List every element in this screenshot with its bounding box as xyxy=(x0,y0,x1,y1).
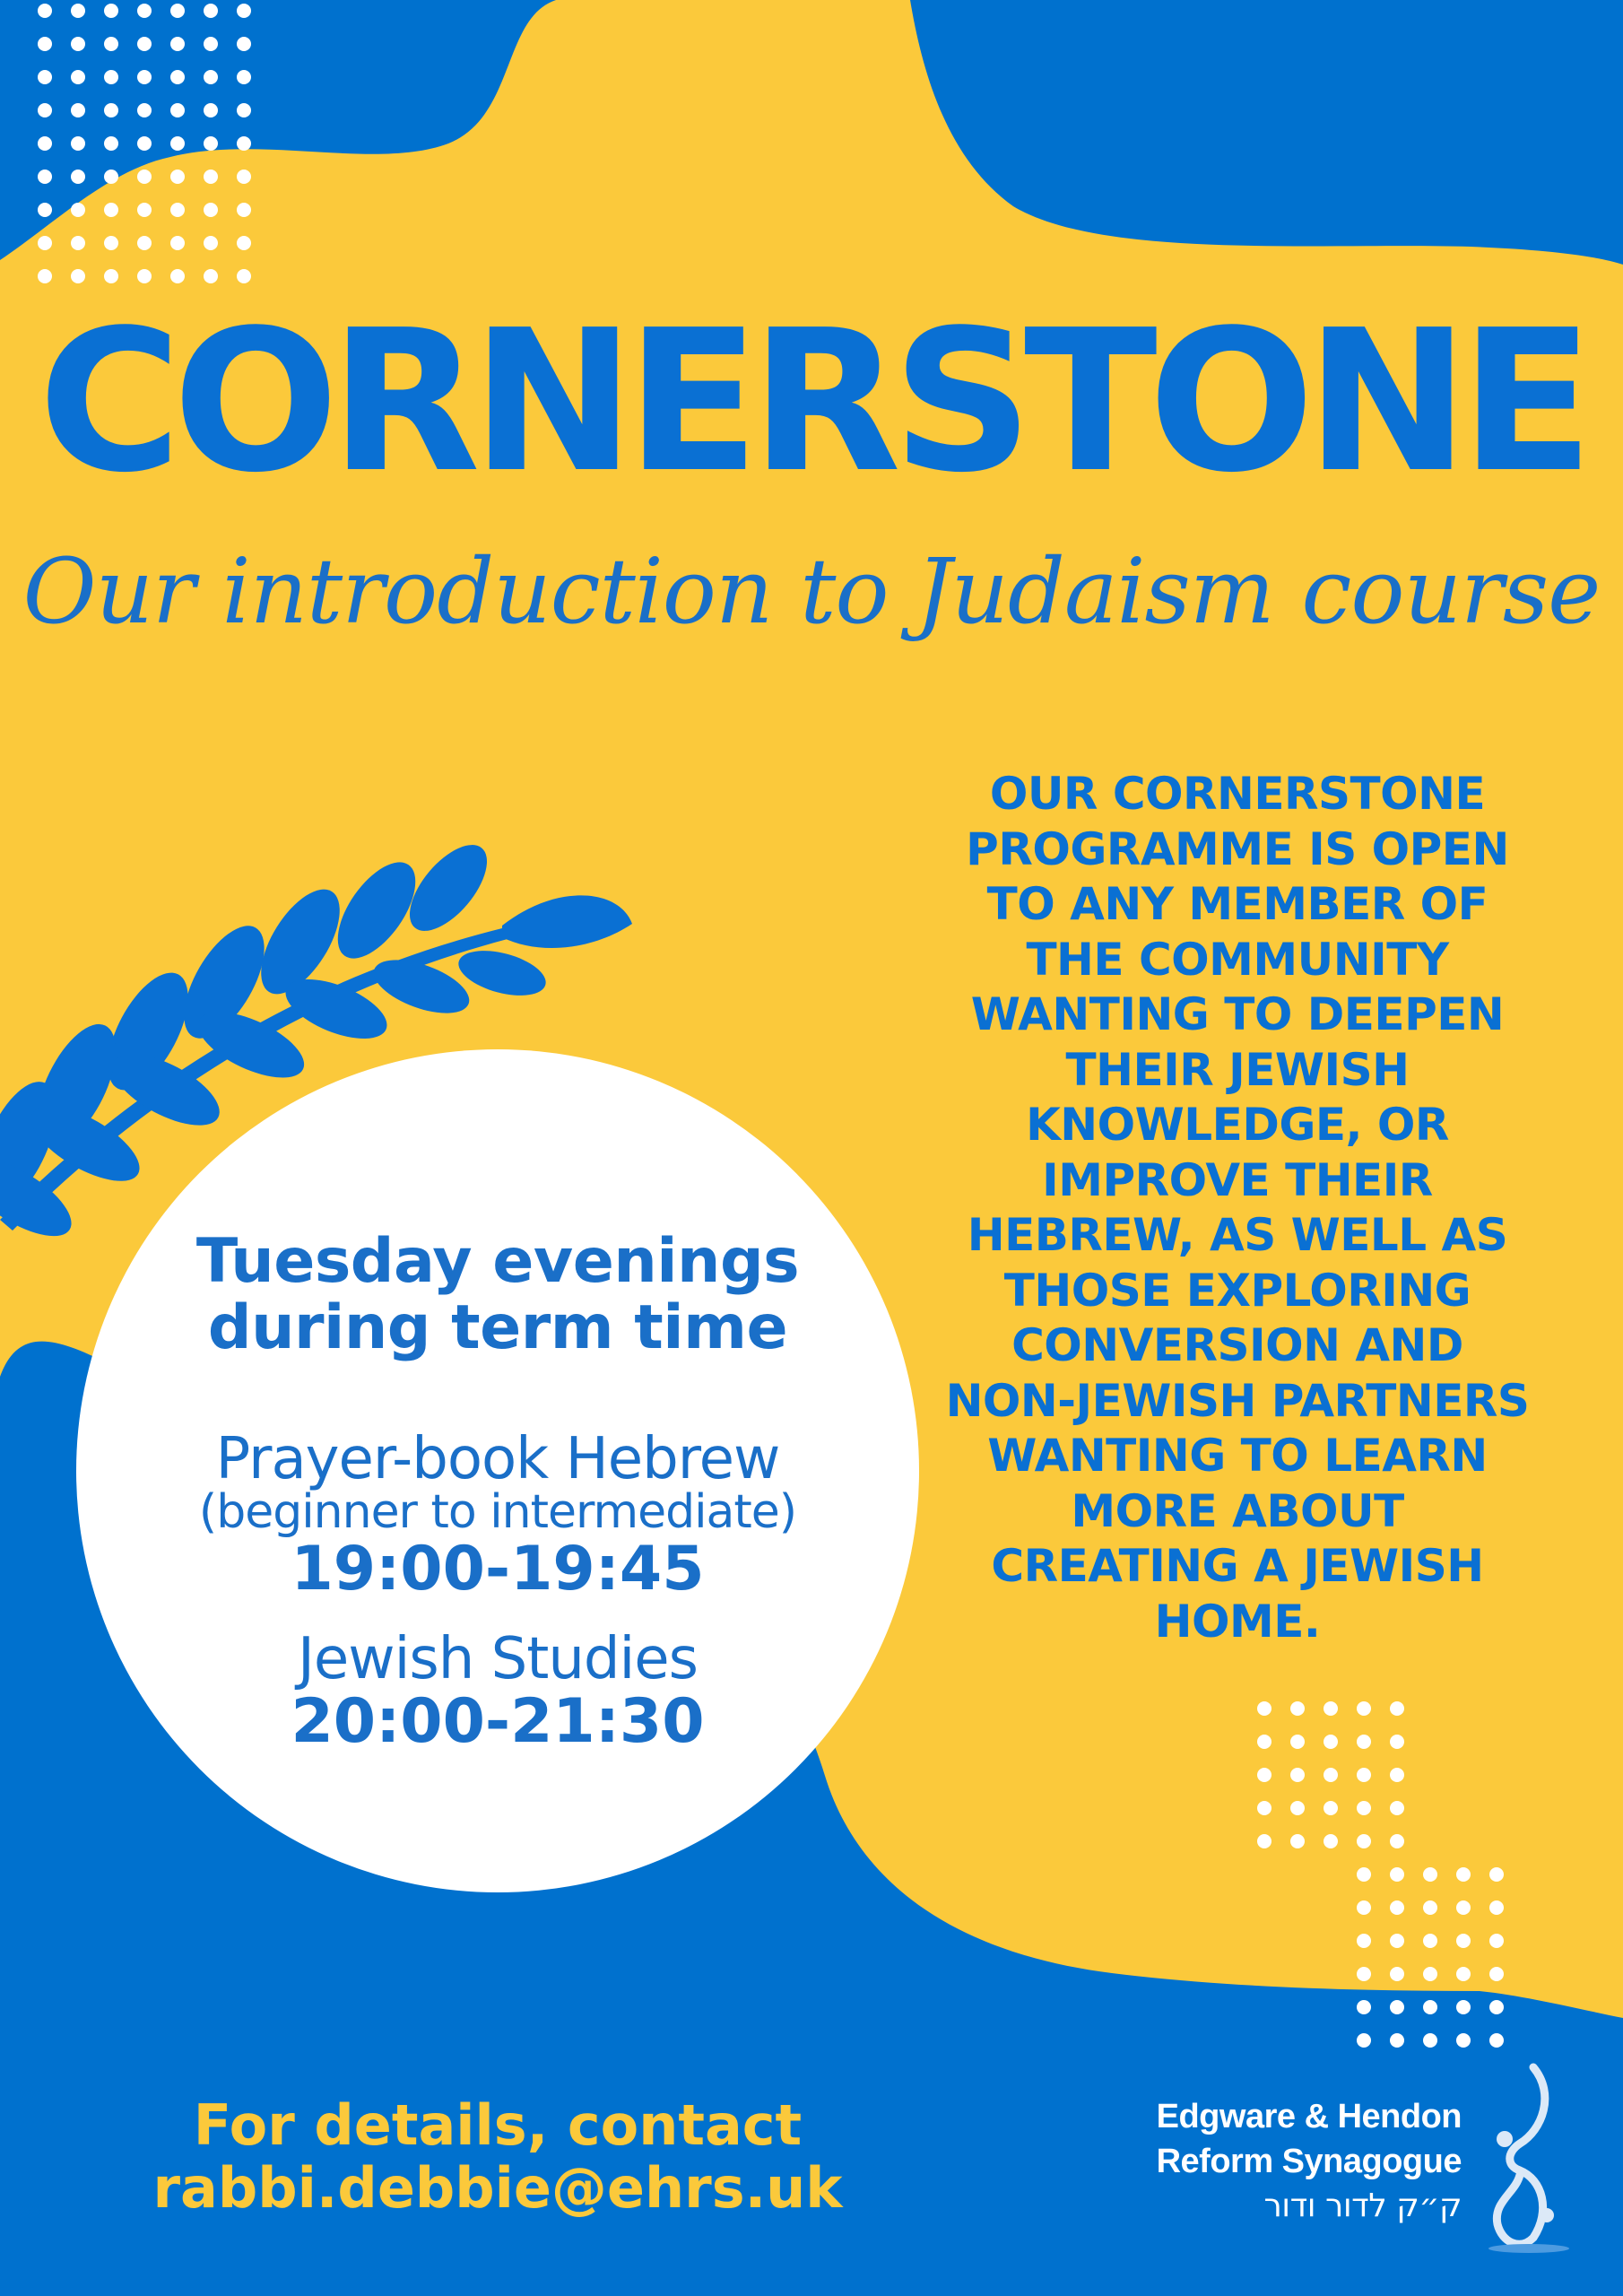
decorative-dot xyxy=(170,37,185,51)
decorative-dot xyxy=(1357,1735,1371,1749)
decorative-dot xyxy=(204,136,218,151)
decorative-dot xyxy=(1390,1768,1404,1782)
decorative-dot xyxy=(1357,1900,1371,1915)
decorative-dot xyxy=(71,4,85,18)
decorative-dot xyxy=(204,37,218,51)
decorative-dot xyxy=(38,269,52,283)
decorative-dot xyxy=(237,269,251,283)
decorative-dot xyxy=(137,4,152,18)
contact-label: For details, contact xyxy=(193,2092,803,2158)
decorative-dot xyxy=(1324,1735,1338,1749)
decorative-dot xyxy=(1290,1735,1305,1749)
synagogue-logo-text xyxy=(1058,2094,1462,2229)
decorative-dot xyxy=(104,170,118,184)
course-subtitle: Our introduction to Judaism course xyxy=(22,539,1601,644)
decorative-dot xyxy=(38,136,52,151)
decorative-dot xyxy=(38,170,52,184)
decorative-dot xyxy=(1456,1867,1471,1882)
decorative-dot xyxy=(137,37,152,51)
decorative-dot xyxy=(1390,1834,1404,1848)
contact-email-link[interactable]: rabbi.debbie@ehrs.uk xyxy=(152,2155,843,2221)
decorative-dot xyxy=(1357,2033,1371,2048)
decorative-dot xyxy=(38,203,52,217)
decorative-dot xyxy=(1489,2033,1504,2048)
session-time-studies: 20:00-21:30 xyxy=(291,1686,705,1757)
decorative-dot xyxy=(237,170,251,184)
decorative-dot xyxy=(38,37,52,51)
decorative-dot xyxy=(1423,2000,1437,2014)
decorative-dot xyxy=(1489,1867,1504,1882)
decorative-dot xyxy=(1357,1801,1371,1815)
session-level-hebrew: (beginner to intermediate) xyxy=(198,1485,797,1539)
decorative-dot xyxy=(104,269,118,283)
decorative-dot xyxy=(1324,1701,1338,1716)
decorative-dot xyxy=(137,269,152,283)
decorative-dot xyxy=(38,236,52,250)
decorative-dot xyxy=(137,136,152,151)
decorative-dot xyxy=(1290,1768,1305,1782)
decorative-dot xyxy=(137,170,152,184)
decorative-dot xyxy=(170,4,185,18)
decorative-dot xyxy=(170,70,185,84)
decorative-dot xyxy=(71,170,85,184)
decorative-dot xyxy=(1290,1701,1305,1716)
logo-hebrew: ק״ק לדור ודור xyxy=(1263,2187,1462,2224)
decorative-dot xyxy=(237,4,251,18)
decorative-dot xyxy=(137,103,152,117)
decorative-dot xyxy=(204,236,218,250)
decorative-dot xyxy=(204,70,218,84)
decorative-dot xyxy=(38,4,52,18)
decorative-dot xyxy=(237,103,251,117)
decorative-dot xyxy=(1290,1834,1305,1848)
decorative-dot xyxy=(104,236,118,250)
contact-block xyxy=(135,2094,861,2220)
decorative-dot xyxy=(1423,1867,1437,1882)
decorative-dot xyxy=(71,103,85,117)
decorative-dot xyxy=(170,103,185,117)
decorative-dot xyxy=(104,203,118,217)
decorative-dot xyxy=(170,136,185,151)
decorative-dot xyxy=(170,203,185,217)
decorative-dot xyxy=(1390,1801,1404,1815)
programme-description: OUR CORNERSTONE PROGRAMME IS OPEN TO ANY MEMBER OF THE COMMUNITY WANTING TO DEEPEN THEIR JEWISH KNOWLEDGE, OR IMPROVE THEIR HEBREW, AS WELL AS THOSE EXPLORING CONVERSION AND NON-JEWISH PARTNERS WANTING TO LEARN MORE ABOUT CREATING A JEWISH HOME. xyxy=(945,768,1530,1648)
decorative-dot xyxy=(71,37,85,51)
decorative-dot xyxy=(104,4,118,18)
decorative-dot xyxy=(1324,1834,1338,1848)
decorative-dot xyxy=(1390,1701,1404,1716)
decorative-dot xyxy=(1357,1834,1371,1848)
decorative-dot xyxy=(1423,1900,1437,1915)
decorative-dot xyxy=(1357,1701,1371,1716)
decorative-dot xyxy=(1324,1768,1338,1782)
decorative-dot xyxy=(170,170,185,184)
logo-line-2: Reform Synagogue xyxy=(1156,2143,1462,2180)
decorative-dot xyxy=(1390,1735,1404,1749)
decorative-dot xyxy=(237,236,251,250)
decorative-dot xyxy=(71,236,85,250)
decorative-dot xyxy=(1456,1900,1471,1915)
decorative-dot xyxy=(1489,1934,1504,1948)
decorative-dot xyxy=(204,4,218,18)
decorative-dot xyxy=(1390,2000,1404,2014)
decorative-dot xyxy=(1390,1967,1404,1981)
decorative-dot xyxy=(1423,2033,1437,2048)
decorative-dot xyxy=(1390,1867,1404,1882)
decorative-dot xyxy=(1456,2033,1471,2048)
decorative-dot xyxy=(104,103,118,117)
decorative-dot xyxy=(237,136,251,151)
page-title: CORNERSTONE xyxy=(38,289,1585,516)
decorative-dot xyxy=(38,70,52,84)
decorative-dot xyxy=(1357,1867,1371,1882)
decorative-dot xyxy=(1489,1900,1504,1915)
decorative-dot xyxy=(237,203,251,217)
decorative-dot xyxy=(104,37,118,51)
decorative-dot xyxy=(1456,1934,1471,1948)
schedule-heading: Tuesday evenings during term time xyxy=(195,1226,800,1363)
decorative-dot xyxy=(104,70,118,84)
decorative-dot xyxy=(1390,1900,1404,1915)
decorative-dot xyxy=(1456,2000,1471,2014)
session-name-hebrew: Prayer-book Hebrew xyxy=(215,1426,780,1492)
decorative-dot xyxy=(204,269,218,283)
decorative-dot xyxy=(1456,1967,1471,1981)
decorative-dot xyxy=(1357,2000,1371,2014)
decorative-dot xyxy=(38,103,52,117)
decorative-dot xyxy=(104,136,118,151)
decorative-dot xyxy=(204,103,218,117)
decorative-dot xyxy=(237,37,251,51)
decorative-dot xyxy=(170,269,185,283)
decorative-dot xyxy=(1357,1967,1371,1981)
synagogue-logo-icon xyxy=(1471,2058,1587,2256)
decorative-dot xyxy=(1257,1768,1271,1782)
decorative-dot xyxy=(237,70,251,84)
decorative-dot xyxy=(204,170,218,184)
decorative-dot xyxy=(1257,1834,1271,1848)
decorative-dot xyxy=(71,70,85,84)
decorative-dot xyxy=(137,70,152,84)
decorative-dot xyxy=(1290,1801,1305,1815)
decorative-dot xyxy=(71,203,85,217)
decorative-dot xyxy=(1390,1934,1404,1948)
decorative-dot xyxy=(1257,1701,1271,1716)
decorative-dot xyxy=(204,203,218,217)
decorative-dot xyxy=(1423,1967,1437,1981)
decorative-dot xyxy=(170,236,185,250)
decorative-dot xyxy=(1257,1735,1271,1749)
decorative-dot xyxy=(71,269,85,283)
decorative-dot xyxy=(1357,1768,1371,1782)
decorative-dot xyxy=(1390,2033,1404,2048)
decorative-dot xyxy=(137,203,152,217)
decorative-dot xyxy=(1423,1934,1437,1948)
session-name-studies: Jewish Studies xyxy=(297,1626,699,1692)
decorative-dot xyxy=(1357,1934,1371,1948)
decorative-dot xyxy=(1489,1967,1504,1981)
session-time-hebrew: 19:00-19:45 xyxy=(291,1534,705,1605)
decorative-dot xyxy=(1324,1801,1338,1815)
decorative-dot xyxy=(137,236,152,250)
decorative-dot xyxy=(71,136,85,151)
logo-line-1: Edgware & Hendon xyxy=(1156,2098,1462,2135)
decorative-dot xyxy=(1257,1801,1271,1815)
decorative-dot xyxy=(1489,2000,1504,2014)
